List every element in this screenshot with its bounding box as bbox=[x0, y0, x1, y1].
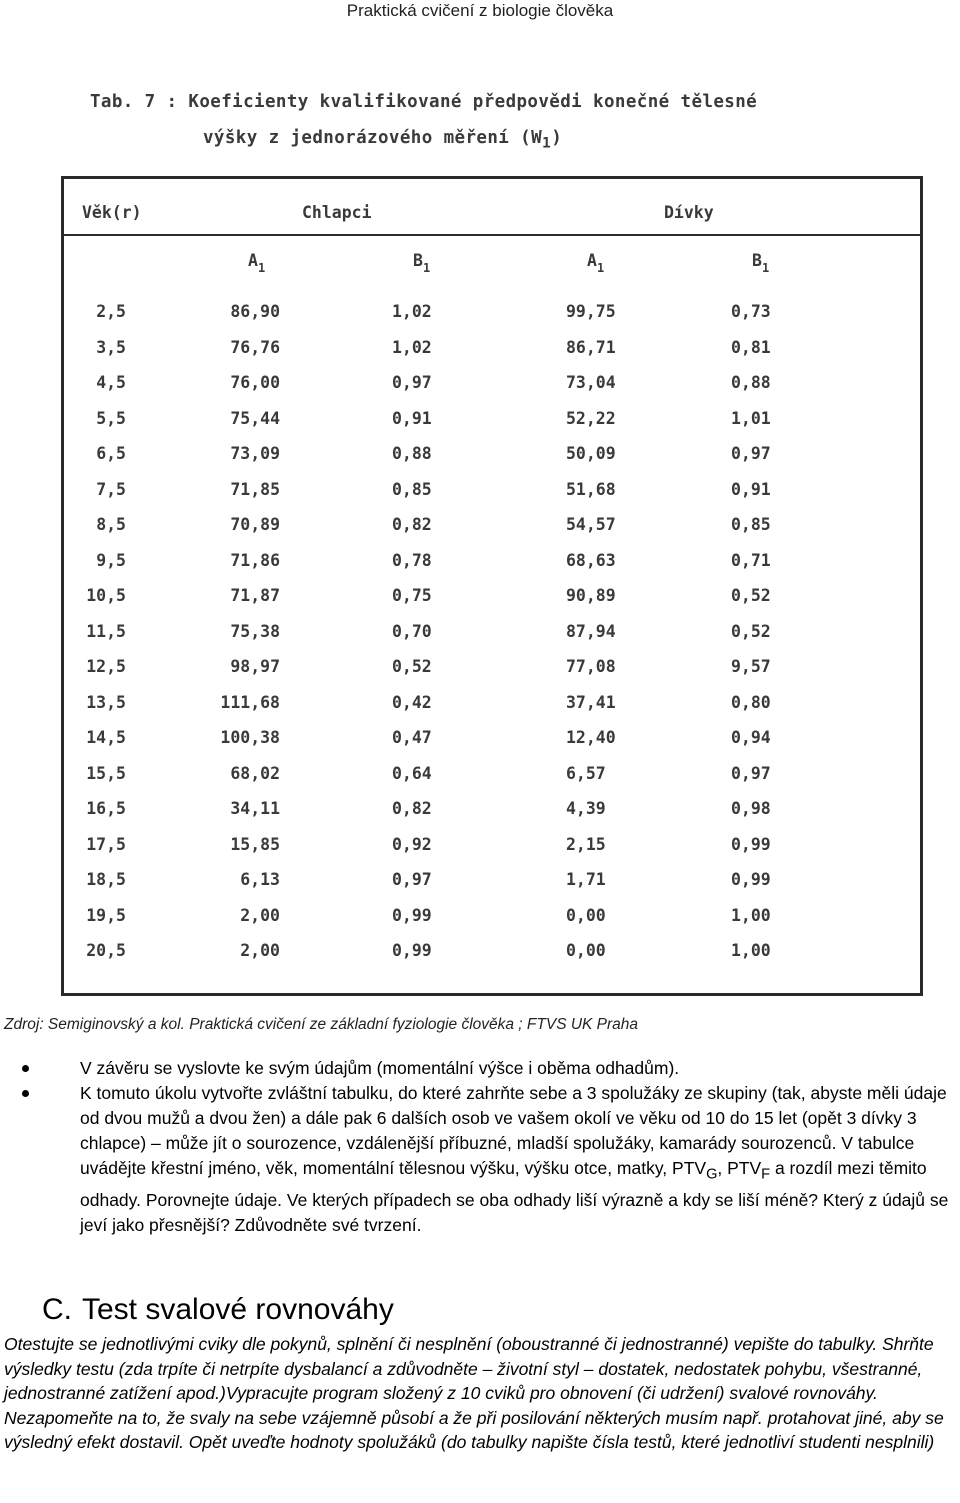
age-cell: 20,5 bbox=[86, 941, 126, 960]
girls-b1-cell: 0,80 bbox=[731, 692, 771, 712]
boys-a1-cell: 76,76 bbox=[230, 337, 280, 357]
age-cell: 11,5 bbox=[86, 621, 126, 641]
age-cell: 12,5 bbox=[86, 657, 126, 676]
age-cell: 16,5 bbox=[86, 799, 126, 818]
girls-b1-cell: 0,52 bbox=[731, 586, 771, 605]
boys-b1-cell: 0,91 bbox=[392, 408, 432, 428]
subscript-g: G bbox=[706, 1166, 718, 1183]
subheader-b1-girls bbox=[752, 251, 769, 275]
girls-a1-cell: 37,41 bbox=[566, 692, 616, 712]
boys-b1-cell: 0,92 bbox=[392, 834, 432, 854]
subheader-a1-girls bbox=[587, 251, 604, 275]
age-cell: 4,5 bbox=[96, 373, 126, 392]
boys-a1-cell: 68,02 bbox=[230, 763, 280, 783]
column-header-girls: Dívky bbox=[664, 203, 714, 222]
girls-a1-cell: 12,40 bbox=[566, 728, 616, 747]
girls-a1-cell: 0,00 bbox=[566, 941, 606, 960]
table-title-line2-end: ) bbox=[551, 128, 563, 148]
subheader-letter: A bbox=[587, 251, 597, 270]
subheader-b1-boys bbox=[413, 251, 430, 275]
boys-b1-cell: 0,75 bbox=[392, 586, 432, 605]
boys-a1-cell: 75,44 bbox=[230, 408, 280, 428]
girls-a1-cell: 68,63 bbox=[566, 550, 616, 570]
girls-b1-cell: 1,00 bbox=[731, 941, 771, 960]
coefficient-table bbox=[61, 176, 923, 996]
header-divider bbox=[64, 234, 920, 236]
section-body: Otestujte se jednotlivými cviky dle pokynů, splnění či nesplnění (oboustranné či jednostranné) vepište do tabulky. Shrňte výsledky testu (zda trpíte či netrpíte dysbalancí a zdůvodněte – životní styl – dostatek, nedostatek pohybu, všestranné, jednostranné zatížení apod.)Vypracujte program složený z 10 cviků pro obnovení (či udržení) svalové rovnováhy. Nezapomeňte na to, že svaly na sebe vzájemně působí a že při posilování některých musím např. protahovat jiné, aby se výsledný efekt dostavil. Opět uveďte hodnoty spolužáků (do tabulky napište čísla testů, které jednotliví studenti nesplnili) bbox=[4, 1334, 944, 1453]
section-number: C. bbox=[42, 1293, 72, 1326]
boys-b1-cell: 0,82 bbox=[392, 799, 432, 818]
girls-b1-cell: 0,99 bbox=[731, 834, 771, 854]
subheader-index: 1 bbox=[761, 261, 770, 275]
boys-b1-cell: 0,42 bbox=[392, 692, 432, 712]
age-cell: 7,5 bbox=[96, 479, 126, 499]
list-item-text: V závěru se vyslovte ke svým údajům (momentální výšce i oběma odhadům). bbox=[80, 1058, 680, 1078]
boys-b1-cell: 0,82 bbox=[392, 515, 432, 534]
age-cell: 3,5 bbox=[96, 337, 126, 357]
age-cell: 13,5 bbox=[86, 692, 126, 712]
list-item-text: , PTV bbox=[717, 1158, 762, 1178]
age-cell: 5,5 bbox=[96, 408, 126, 428]
girls-a1-cell: 73,04 bbox=[566, 373, 616, 392]
boys-b1-cell: 0,99 bbox=[392, 905, 432, 925]
age-cell: 19,5 bbox=[86, 905, 126, 925]
boys-a1-cell: 15,85 bbox=[230, 834, 280, 854]
age-cell: 6,5 bbox=[96, 444, 126, 463]
boys-a1-cell: 71,87 bbox=[230, 586, 280, 605]
age-cell: 18,5 bbox=[86, 870, 126, 889]
age-cell: 2,5 bbox=[96, 302, 126, 321]
age-cell: 10,5 bbox=[86, 586, 126, 605]
girls-a1-cell: 52,22 bbox=[566, 408, 616, 428]
boys-b1-cell: 0,64 bbox=[392, 763, 432, 783]
girls-a1-cell: 2,15 bbox=[566, 834, 606, 854]
boys-b1-cell: 0,52 bbox=[392, 657, 432, 676]
subheader-letter: A bbox=[248, 251, 258, 270]
age-cell: 14,5 bbox=[86, 728, 126, 747]
table-title-subscript: 1 bbox=[542, 134, 552, 152]
boys-a1-cell: 34,11 bbox=[230, 799, 280, 818]
boys-b1-cell: 0,47 bbox=[392, 728, 432, 747]
girls-b1-cell: 0,88 bbox=[731, 373, 771, 392]
girls-b1-cell: 0,97 bbox=[731, 763, 771, 783]
boys-a1-cell: 71,86 bbox=[230, 550, 280, 570]
boys-a1-cell: 75,38 bbox=[230, 621, 280, 641]
boys-b1-cell: 0,88 bbox=[392, 444, 432, 463]
boys-a1-cell: 6,13 bbox=[240, 870, 280, 889]
girls-b1-cell: 0,98 bbox=[731, 799, 771, 818]
boys-a1-cell: 71,85 bbox=[230, 479, 280, 499]
girls-a1-cell: 1,71 bbox=[566, 870, 606, 889]
boys-b1-cell: 0,97 bbox=[392, 373, 432, 392]
table-title-line2-text: výšky z jednorázového měření (W bbox=[203, 128, 543, 148]
girls-a1-cell: 99,75 bbox=[566, 302, 616, 321]
age-cell: 15,5 bbox=[86, 763, 126, 783]
boys-b1-cell: 0,97 bbox=[392, 870, 432, 889]
bullet-icon bbox=[22, 1090, 29, 1097]
girls-a1-cell: 87,94 bbox=[566, 621, 616, 641]
instruction-list bbox=[22, 1056, 957, 1238]
list-item-text: a rozdíl mezi těmito odhady. Porovnejte údaje. Ve kterých případech se oba odhady liší výrazně a kdy se liší méně? Který z údajů se jeví jako přesnější? Zdůvodněte své tvrzení. bbox=[80, 1158, 949, 1235]
table-title-line1: Tab. 7 : Koeficienty kvalifikované předpovědi konečné tělesné bbox=[90, 92, 758, 112]
girls-a1-cell: 6,57 bbox=[566, 763, 606, 783]
column-header-boys: Chlapci bbox=[302, 203, 372, 222]
page-header: Praktická cvičení z biologie člověka bbox=[346, 1, 614, 20]
list-item bbox=[22, 1081, 957, 1238]
age-cell: 17,5 bbox=[86, 834, 126, 854]
table-title bbox=[90, 84, 757, 162]
girls-a1-cell: 77,08 bbox=[566, 657, 616, 676]
girls-b1-cell: 0,73 bbox=[731, 302, 771, 321]
source-note: Zdroj: Semiginovský a kol. Praktická cvičení ze základní fyziologie člověka ; FTVS UK Praha bbox=[4, 1016, 639, 1033]
boys-a1-cell: 98,97 bbox=[230, 657, 280, 676]
girls-a1-cell: 50,09 bbox=[566, 444, 616, 463]
subheader-index: 1 bbox=[422, 261, 431, 275]
list-item bbox=[22, 1056, 957, 1081]
girls-a1-cell: 90,89 bbox=[566, 586, 616, 605]
girls-b1-cell: 0,81 bbox=[731, 337, 771, 357]
subscript-f: F bbox=[761, 1166, 771, 1183]
girls-b1-cell: 0,94 bbox=[731, 728, 771, 747]
girls-a1-cell: 0,00 bbox=[566, 905, 606, 925]
boys-a1-cell: 2,00 bbox=[240, 941, 280, 960]
girls-b1-cell: 1,00 bbox=[731, 905, 771, 925]
girls-a1-cell: 51,68 bbox=[566, 479, 616, 499]
boys-a1-cell: 86,90 bbox=[230, 302, 280, 321]
age-cell: 8,5 bbox=[96, 515, 126, 534]
subheader-letter: B bbox=[413, 251, 423, 270]
boys-a1-cell: 73,09 bbox=[230, 444, 280, 463]
subheader-index: 1 bbox=[257, 261, 266, 275]
girls-b1-cell: 0,85 bbox=[731, 515, 771, 534]
list-item-text: K tomuto úkolu vytvořte zvláštní tabulku, do které zahrňte sebe a 3 spolužáky ze skupiny (tak, abyste měli údaje od dvou mužů a dvou žen) a dále pak 6 dalších osob ve vašem okolí ve věku od 10 do 15 let (opět 3 dívky 3 chlapce) – může jít o sourozence, vzdálenější příbuzné, mladší spolužáky, kamarády sourozenců. V tabulce uvádějte křestní jméno, věk, momentální tělesnou výšku, výšku otce, matky, PTV bbox=[80, 1083, 947, 1178]
girls-a1-cell: 86,71 bbox=[566, 337, 616, 357]
age-cell: 9,5 bbox=[96, 550, 126, 570]
boys-b1-cell: 0,85 bbox=[392, 479, 432, 499]
boys-a1-cell: 76,00 bbox=[230, 373, 280, 392]
section-title: Test svalové rovnováhy bbox=[82, 1293, 394, 1326]
girls-b1-cell: 0,97 bbox=[731, 444, 771, 463]
table-title-line2 bbox=[90, 120, 757, 162]
girls-b1-cell: 0,52 bbox=[731, 621, 771, 641]
girls-b1-cell: 0,91 bbox=[731, 479, 771, 499]
boys-b1-cell: 0,70 bbox=[392, 621, 432, 641]
subheader-a1-boys bbox=[248, 251, 265, 275]
boys-b1-cell: 1,02 bbox=[392, 337, 432, 357]
boys-b1-cell: 0,99 bbox=[392, 941, 432, 960]
column-header-age: Věk(r) bbox=[82, 203, 142, 222]
girls-a1-cell: 4,39 bbox=[566, 799, 606, 818]
boys-a1-cell: 111,68 bbox=[220, 692, 280, 712]
subheader-letter: B bbox=[752, 251, 762, 270]
girls-b1-cell: 0,71 bbox=[731, 550, 771, 570]
girls-b1-cell: 0,99 bbox=[731, 870, 771, 889]
boys-a1-cell: 70,89 bbox=[230, 515, 280, 534]
subheader-index: 1 bbox=[596, 261, 605, 275]
boys-b1-cell: 0,78 bbox=[392, 550, 432, 570]
section-heading bbox=[42, 1292, 394, 1328]
boys-a1-cell: 2,00 bbox=[240, 905, 280, 925]
girls-a1-cell: 54,57 bbox=[566, 515, 616, 534]
girls-b1-cell: 1,01 bbox=[731, 408, 771, 428]
bullet-icon bbox=[22, 1065, 29, 1072]
boys-b1-cell: 1,02 bbox=[392, 302, 432, 321]
girls-b1-cell: 9,57 bbox=[731, 657, 771, 676]
boys-a1-cell: 100,38 bbox=[220, 728, 280, 747]
